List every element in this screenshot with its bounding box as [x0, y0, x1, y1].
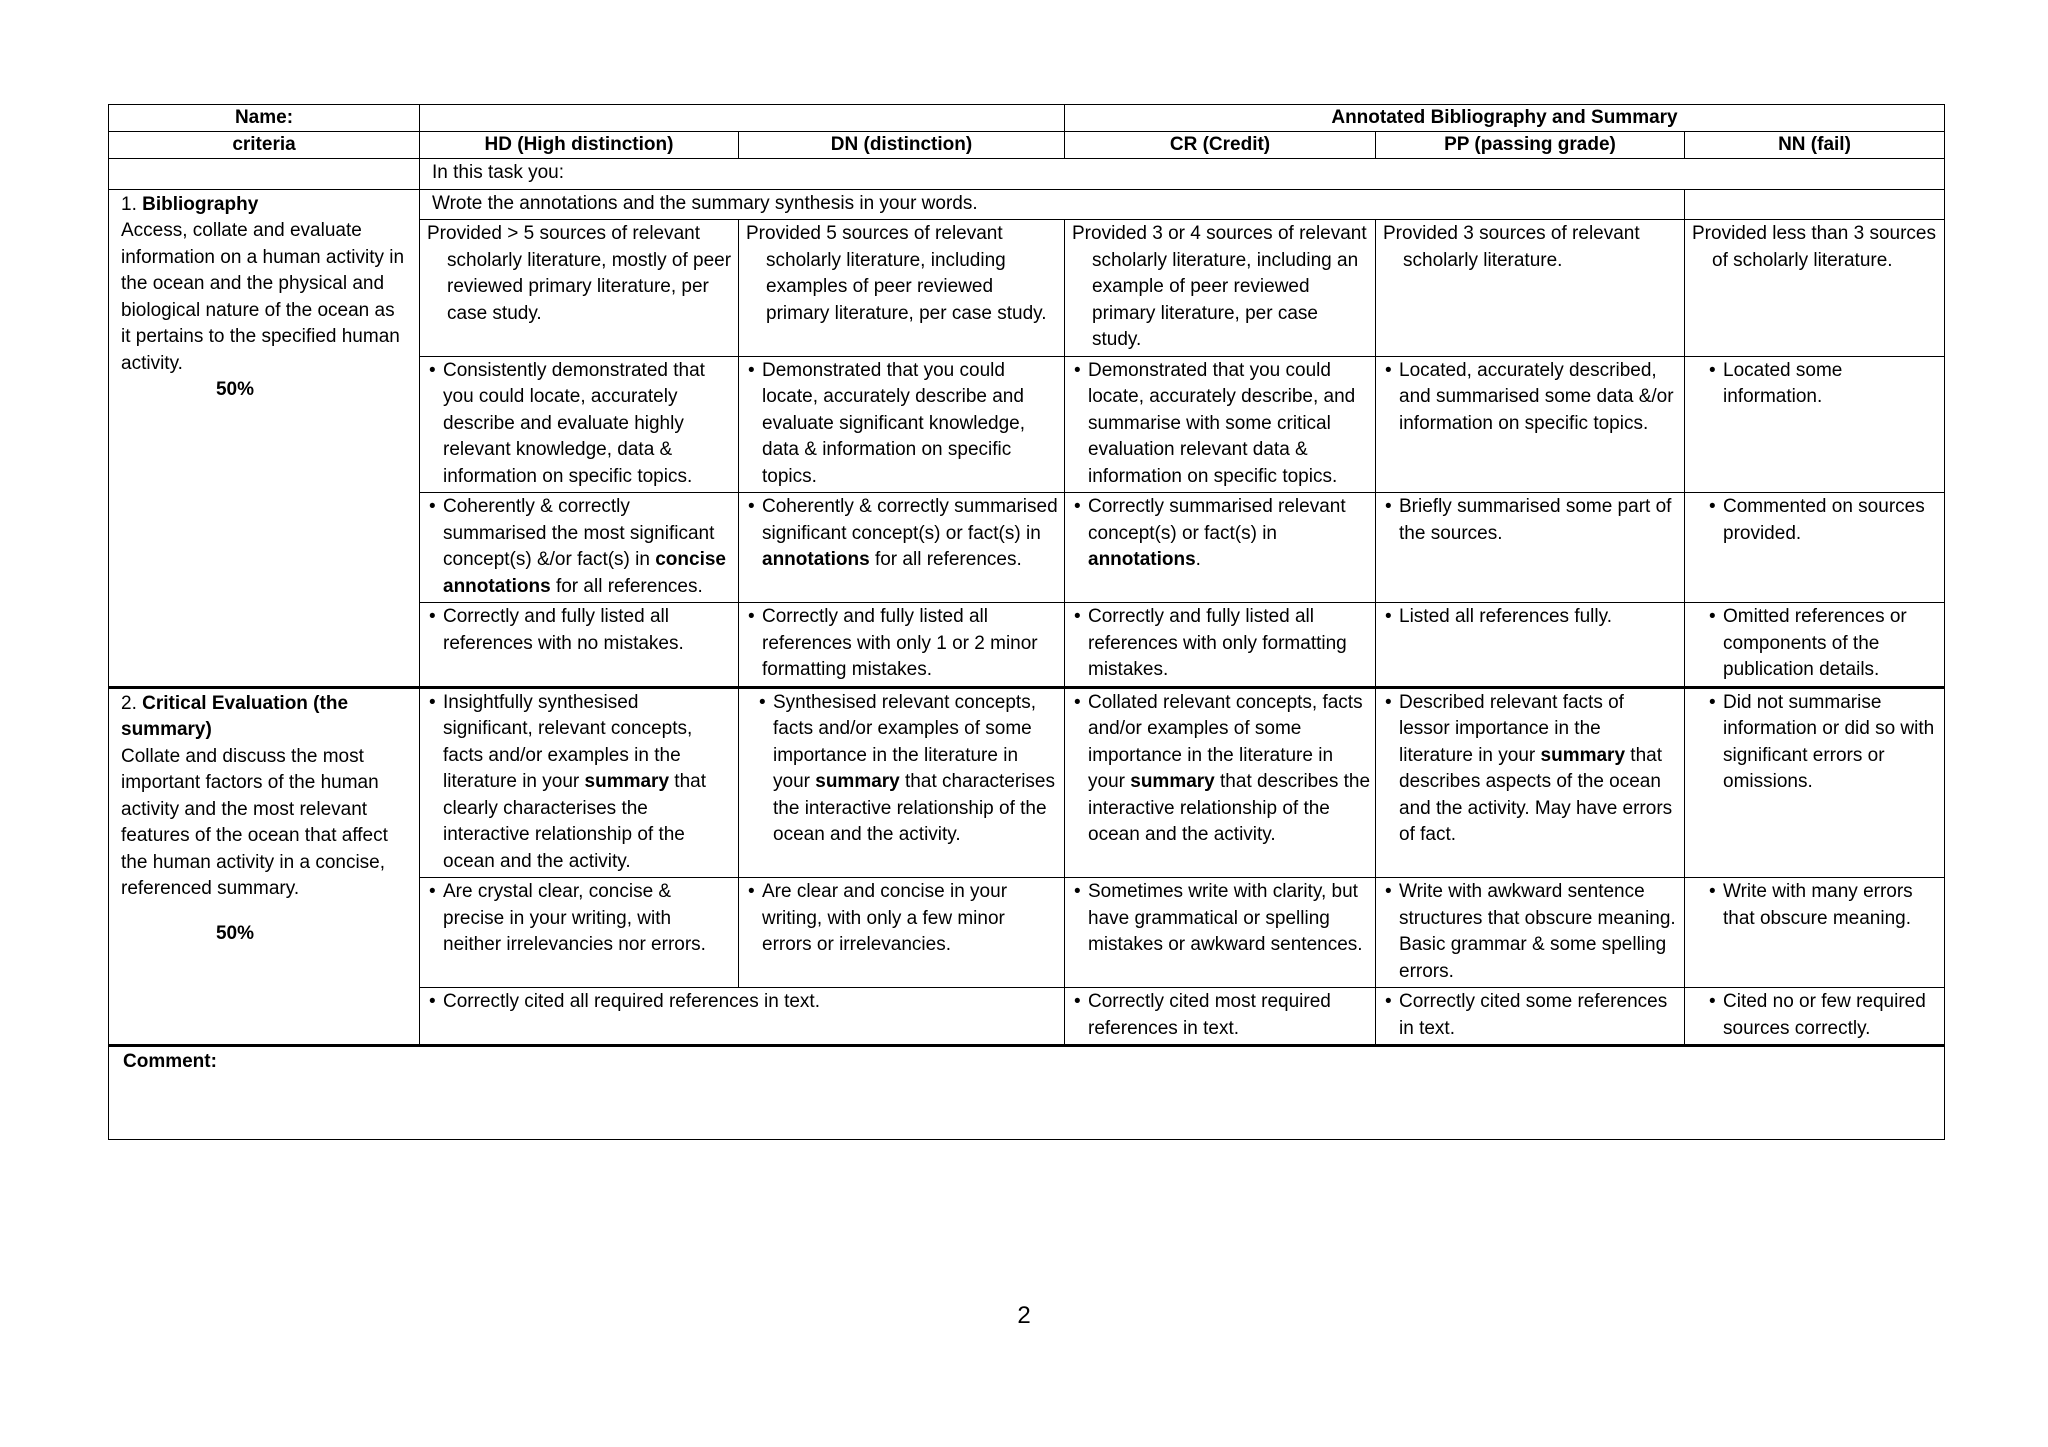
crit-synthesis-row: 2. Critical Evaluation (the summary) Collate and discuss the most important factors of the human activity and the most relevant features of the ocean that affect the human activity in a concise, referenced summary. 50% • Insightfully synthesised significant, relevant concepts, facts and/or examples in the literature in your summary that clearly characterises the interactive relationship of the ocean and the activity. • Synthesised relevant concepts, facts and/or examples of some importance in the literature in your summary that characterises the interactive relationship of the ocean and the activity. • Collated relevant concepts, facts and/or examples of some importance in the literature in your summary that describes the interactive relationship of the ocean and the activity. • Described relevant facts of lessor importance in the literature in your summary that describes aspects of the ocean and the activity. May have errors of fact. • Did not summarise information or did so with significant errors or omissions. [109, 687, 1945, 878]
bib-sources-nn: Provided less than 3 sources of scholarly literature. [1692, 223, 1936, 271]
bib-locate-row: • Consistently demonstrated that you could locate, accurately describe and evaluate highly relevant knowledge, data & information on specific topics. • Demonstrated that you could locate, accurately describe and evaluate significant knowledge, data & information on specific topics. • Demonstrated that you could locate, accurately describe, and summarise with some critical evaluation relevant data & information on specific topics. • Located, accurately described, and summarised some data &/or information on specific topics. • Located some information. [109, 356, 1945, 493]
crit-writing-cr: Sometimes write with clarity, but have grammatical or spelling mistakes or awkward sentences. [1088, 881, 1363, 955]
rubric-sheet [108, 104, 1944, 1140]
bib-sources-hd: Provided > 5 sources of relevant scholarly literature, mostly of peer reviewed primary literature, per case study. [427, 223, 732, 324]
bib-sources-pp: Provided 3 sources of relevant scholarly literature. [1383, 223, 1640, 271]
bib-locate-cr: Demonstrated that you could locate, accurately describe, and summarise with some critical evaluation relevant data & information on specific topics. [1088, 359, 1356, 487]
bibliography-title: Bibliography [142, 193, 259, 215]
bib-sources-dn: Provided 5 sources of relevant scholarly literature, including examples of peer reviewed primary literature, per case study. [746, 223, 1047, 324]
grade-header-hd: HD (High distinction) [420, 132, 739, 159]
grade-header-row [109, 132, 1945, 159]
bib-refs-cr: Correctly and fully listed all references with only formatting mistakes. [1088, 606, 1347, 680]
intro-row [109, 159, 1945, 190]
bib-words-nn [1685, 189, 1945, 220]
bib-summarise-pp: Briefly summarised some part of the sources. [1399, 496, 1672, 544]
comment-label: Comment: [123, 1051, 217, 1072]
crit-writing-pp: Write with awkward sentence structures that obscure meaning. Basic grammar & some spelling errors. [1399, 881, 1676, 982]
name-field[interactable] [420, 105, 1065, 132]
bib-refs-dn: Correctly and fully listed all references with only 1 or 2 minor formatting mistakes. [762, 606, 1038, 680]
grade-header-pp: PP (passing grade) [1376, 132, 1685, 159]
crit-synthesis-nn: Did not summarise information or did so with significant errors or omissions. [1723, 691, 1935, 792]
critical-weight: 50% [215, 922, 255, 944]
intro-text: In this task you: [420, 159, 1945, 190]
crit-citing-cr: Correctly cited most required references in text. [1088, 991, 1331, 1039]
bibliography-weight: 50% [215, 379, 255, 400]
name-label: Name: [109, 105, 420, 132]
bib-locate-pp: Located, accurately described, and summarised some data &/or information on specific topics. [1399, 359, 1674, 434]
crit-citing-row: • Correctly cited all required references in text. • Correctly cited most required references in text. • Correctly cited some references in text. • Cited no or few required sources correctly. [109, 988, 1945, 1046]
rubric-table [108, 104, 1945, 1140]
bibliography-description: Access, collate and evaluate information on a human activity in the ocean and the physical and biological nature of the ocean as it pertains to the specified human activity. [121, 220, 405, 374]
bib-summarise-row: • Coherently & correctly summarised the most significant concept(s) &/or fact(s) in concise annotations for all references. • Coherently & correctly summarised significant concept(s) or fact(s) in annotations for all references. • Correctly summarised relevant concept(s) or fact(s) in annotations. • Briefly summarised some part of the sources. • Commented on sources provided. [109, 493, 1945, 603]
critical-description: Collate and discuss the most important factors of the human activity and the most relevant features of the ocean that affect the human activity in a concise, referenced summary. [121, 745, 388, 899]
bib-refs-pp: Listed all references fully. [1399, 606, 1612, 627]
bib-references-row: • Correctly and fully listed all references with no mistakes. • Correctly and fully listed all references with only 1 or 2 minor formatting mistakes. • Correctly and fully listed all references with only formatting mistakes. • Listed all references fully. • Omitted references or components of the publication details. [109, 603, 1945, 688]
bib-refs-nn: Omitted references or components of the publication details. [1723, 606, 1907, 680]
title-row [109, 105, 1945, 132]
bib-refs-hd: Correctly and fully listed all references with no mistakes. [443, 606, 684, 654]
rubric-title: Annotated Bibliography and Summary [1065, 105, 1945, 132]
grade-header-nn: NN (fail) [1685, 132, 1945, 159]
bib-locate-hd: Consistently demonstrated that you could locate, accurately describe and evaluate highly relevant knowledge, data & information on specific topics. [443, 359, 705, 487]
bib-summarise-nn: Commented on sources provided. [1723, 496, 1925, 544]
critical-title: Critical Evaluation (the summary) [121, 692, 349, 740]
bibliography-criterion: 1. Bibliography Access, collate and evaluate information on a human activity in the ocean and the physical and biological nature of the ocean as it pertains to the specified human activity. 50% [109, 189, 420, 687]
crit-citing-pp: Correctly cited some references in text. [1399, 991, 1668, 1039]
crit-writing-row: • Are crystal clear, concise & precise in your writing, with neither irrelevancies nor errors. • Are clear and concise in your writing, with only a few minor errors or irrelevancies. • Sometimes write with clarity, but have grammatical or spelling mistakes or awkward sentences. • Write with awkward sentence structures that obscure meaning. Basic grammar & some spelling errors. • Write with many errors that obscure meaning. [109, 878, 1945, 988]
grade-header-dn: DN (distinction) [739, 132, 1065, 159]
crit-citing-hd-dn: Correctly cited all required references in text. [443, 991, 820, 1012]
bib-sources-cr: Provided 3 or 4 sources of relevant scholarly literature, including an example of peer reviewed primary literature, per case study. [1072, 223, 1367, 350]
critical-criterion: 2. Critical Evaluation (the summary) Collate and discuss the most important factors of the human activity and the most relevant features of the ocean that affect the human activity in a concise, referenced summary. 50% [109, 687, 420, 1046]
grade-header-cr: CR (Credit) [1065, 132, 1376, 159]
crit-citing-nn: Cited no or few required sources correctly. [1723, 991, 1926, 1039]
crit-writing-dn: Are clear and concise in your writing, with only a few minor errors or irrelevancies. [762, 881, 1008, 955]
intro-blank [109, 159, 420, 190]
page-number: 2 [1017, 1302, 1031, 1329]
crit-writing-nn: Write with many errors that obscure meaning. [1723, 881, 1913, 929]
bib-words-row [109, 189, 1945, 220]
crit-writing-hd: Are crystal clear, concise & precise in your writing, with neither irrelevancies nor errors. [443, 881, 706, 955]
bib-locate-dn: Demonstrated that you could locate, accurately describe and evaluate significant knowledge, data & information on specific topics. [762, 359, 1026, 487]
comment-row [109, 1046, 1945, 1140]
bib-locate-nn: Located some information. [1723, 359, 1843, 407]
comment-box[interactable] [109, 1046, 1945, 1140]
bib-words-text: Wrote the annotations and the summary synthesis in your words. [420, 189, 1685, 220]
criteria-header: criteria [109, 132, 420, 159]
